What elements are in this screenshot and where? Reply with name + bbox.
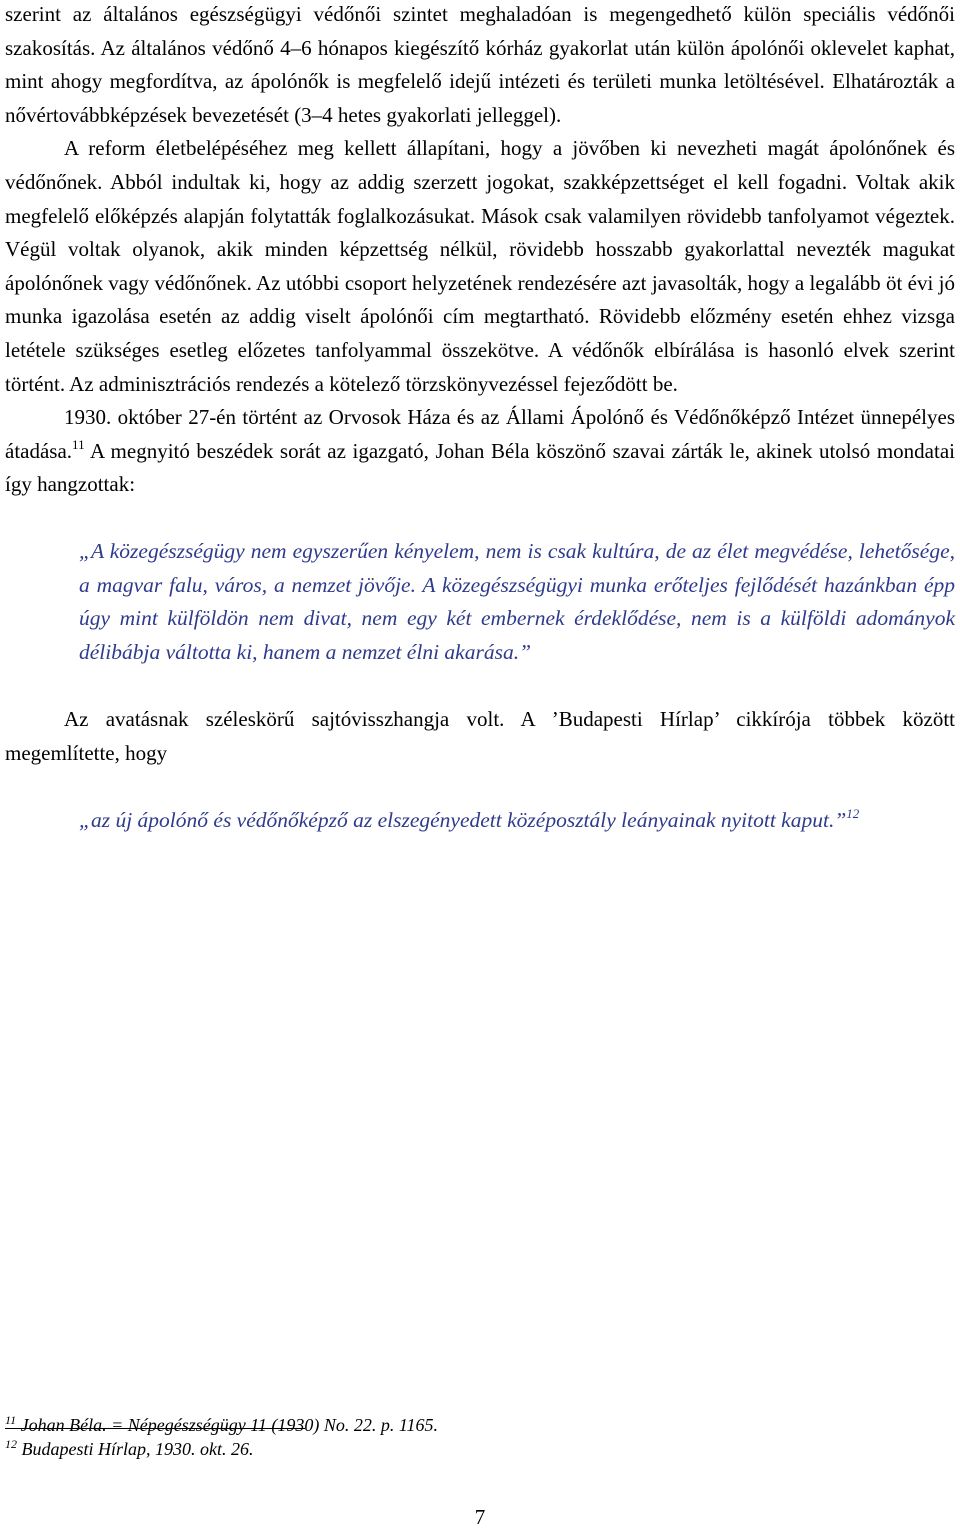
page-number: 7 xyxy=(474,1505,486,1529)
block-quote-1: „A közegészségügy nem egyszerűen kényelem, nem is csak kultúra, de az élet megvédése, lehetősége, a magvar falu, város, a nemzet jövője. A közegészségügyi munka erőteljes fejlődését hazánkban épp úgy mint külföldön nem divat, nem egy két embernek érdeklődése, nem is a külföldi adományok délibábja váltotta ki, hanem a nemzet élni akarása.” xyxy=(79,538,955,664)
footnote-number: 11 xyxy=(5,1413,17,1427)
footnotes xyxy=(5,1413,905,1461)
paragraph-1: szerint az általános egészségügyi védőnői szintet meghaladóan is megengedhető külön speciális védőnői szakosítás. Az általános védőnő 4–6 hónapos kiegészítő kórház gyakorlat után külön ápolónői oklevelet kaphat, mint ahogy megfordítva, az ápolónők is megfelelő idejű intézeti és területi munka letöltésével. Elhatározták a nővértovábbképzések bevezetését (3–4 hetes gyakorlati jelleggel). xyxy=(5,2,955,127)
block-quote-2-text: „az új ápolónő és védőnőképző az elszegényedett középosztály leányainak nyitott kaput.” xyxy=(79,808,847,833)
paragraph-3 xyxy=(5,401,955,502)
footnote-text: Budapesti Hírlap, 1930. okt. 26. xyxy=(21,1439,254,1459)
paragraph-2: A reform életbelépéséhez meg kellett állapítani, hogy a jövőben ki nevezheti magát ápolónőnek és védőnőnek. Abból indultak ki, hogy az addig szerzett jogokat, szakképzettséget el kell fogadni. Voltak akik megfelelő előképzés alapján folytatták foglalkozásukat. Mások csak valamilyen rövidebb tanfolyamot végeztek. Végül voltak olyanok, akik minden képzettség nélkül, rövidebb hosszabb gyakorlattal nevezték magukat ápolónőnek vagy védőnőnek. Az utóbbi csoport helyzetének rendezésére azt javasolták, hogy a legalább öt évi jó munka igazolása esetén az addig viselt ápolónői cím megtartható. Rövidebb előzmény esetén ehhez vizsga letétele szükséges esetleg előzetes tanfolyammal összekötve. A védőnők elbírálása is hasonló elvek szerint történt. Az adminisztrációs rendezés a kötelező törzskönyvezéssel fejeződött be. xyxy=(5,136,955,396)
paragraph-4: Az avatásnak széleskörű sajtóvisszhangja volt. A ’Budapesti Hírlap’ cikkírója többek között megemlítette, hogy xyxy=(5,707,955,765)
block-quote-2 xyxy=(79,804,955,838)
footnote-ref-11: 11 xyxy=(72,436,85,452)
paragraph-3-text-a: 1930. október 27-én történt az Orvosok Háza és az Állami Ápolónő és Védőnőképző Intézet ünnepélyes átadása. xyxy=(5,405,955,463)
footnote-number: 12 xyxy=(5,1437,17,1451)
footnote-11 xyxy=(5,1413,905,1437)
paragraph-3-text-b: A megnyitó beszédek sorát az igazgató, Johan Béla köszönő szavai zárták le, akinek utolsó mondatai így hangzottak: xyxy=(5,438,955,497)
footnote-ref-12: 12 xyxy=(846,806,860,822)
footnote-text: Johan Béla. = Népegészségügy 11 (1930) No. 22. p. 1165. xyxy=(20,1415,439,1435)
document-body xyxy=(5,0,955,838)
footnote-12 xyxy=(5,1437,905,1461)
